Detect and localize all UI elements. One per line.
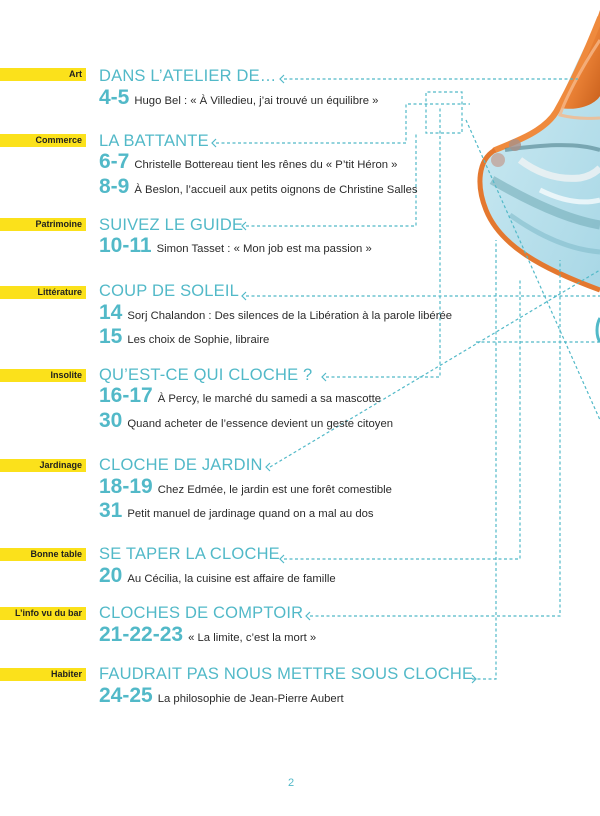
article-title: Sorj Chalandon : Des silences de la Libération à la parole libérée: [127, 310, 453, 322]
page-range: 18-19: [99, 475, 153, 498]
toc-entry[interactable]: [99, 475, 392, 502]
toc-entry[interactable]: [99, 86, 378, 113]
section-title: DANS L’ATELIER DE…: [99, 67, 277, 85]
category-tag: L’info vu du bar: [0, 607, 86, 620]
category-tag: Patrimoine: [0, 218, 86, 231]
page-number: 2: [287, 777, 295, 789]
toc-entry[interactable]: [99, 150, 397, 177]
page-range: 8-9: [99, 175, 130, 198]
toc-entry[interactable]: [99, 175, 418, 202]
page-range: 14: [99, 301, 123, 324]
article-title: À Beslon, l’accueil aux petits oignons de Christine Salles: [134, 184, 418, 196]
article-title: « La limite, c’est la mort »: [188, 632, 317, 644]
toc-entry[interactable]: [99, 564, 336, 591]
page-range: 15: [99, 325, 123, 348]
section-title: CLOCHE DE JARDIN: [99, 456, 263, 474]
section-title: QU’EST-CE QUI CLOCHE ?: [99, 366, 313, 384]
article-title: Hugo Bel : « À Villedieu, j’ai trouvé un équilibre »: [134, 95, 379, 107]
section-title: FAUDRAIT PAS NOUS METTRE SOUS CLOCHE: [99, 665, 474, 683]
bell-jar-icon: [480, 10, 600, 342]
toc-entry[interactable]: [99, 623, 316, 650]
category-tag: Jardinage: [0, 459, 86, 472]
section-title: SUIVEZ LE GUIDE: [99, 216, 244, 234]
toc-entry[interactable]: [99, 499, 374, 526]
page-range: 10-11: [99, 234, 152, 257]
section-title: SE TAPER LA CLOCHE: [99, 545, 280, 563]
toc-entry[interactable]: [99, 409, 393, 436]
page-range: 31: [99, 499, 123, 522]
page-range: 6-7: [99, 150, 130, 173]
category-tag: Habiter: [0, 668, 86, 681]
toc-entry[interactable]: [99, 301, 452, 328]
page-range: 4-5: [99, 86, 130, 109]
section-title: LA BATTANTE: [99, 132, 209, 150]
article-title: Quand acheter de l’essence devient un geste citoyen: [127, 418, 394, 430]
article-title: Simon Tasset : « Mon job est ma passion »: [156, 243, 372, 255]
article-title: La philosophie de Jean-Pierre Aubert: [157, 693, 344, 705]
toc-entry[interactable]: [99, 234, 372, 261]
category-tag: Insolite: [0, 369, 86, 382]
section-title: COUP DE SOLEIL: [99, 282, 240, 300]
page-range: 20: [99, 564, 123, 587]
article-title: Petit manuel de jardinage quand on a mal au dos: [127, 508, 374, 520]
category-tag: Commerce: [0, 134, 86, 147]
category-tag: Art: [0, 68, 86, 81]
category-tag: Bonne table: [0, 548, 86, 561]
toc-entry[interactable]: [99, 684, 344, 711]
category-tag: Littérature: [0, 286, 86, 299]
article-title: Christelle Bottereau tient les rênes du « P’tit Héron »: [134, 159, 398, 171]
page-range: 16-17: [99, 384, 153, 407]
toc-entry[interactable]: [99, 384, 381, 411]
toc-entry[interactable]: [99, 325, 269, 352]
article-title: Chez Edmée, le jardin est une forêt comestible: [157, 484, 392, 496]
page-range: 30: [99, 409, 123, 432]
article-title: Les choix de Sophie, libraire: [127, 334, 270, 346]
article-title: Au Cécilia, la cuisine est affaire de famille: [127, 573, 336, 585]
article-title: À Percy, le marché du samedi a sa mascotte: [157, 393, 382, 405]
section-title: CLOCHES DE COMPTOIR: [99, 604, 304, 622]
page-range: 21-22-23: [99, 623, 184, 646]
page-range: 24-25: [99, 684, 153, 707]
